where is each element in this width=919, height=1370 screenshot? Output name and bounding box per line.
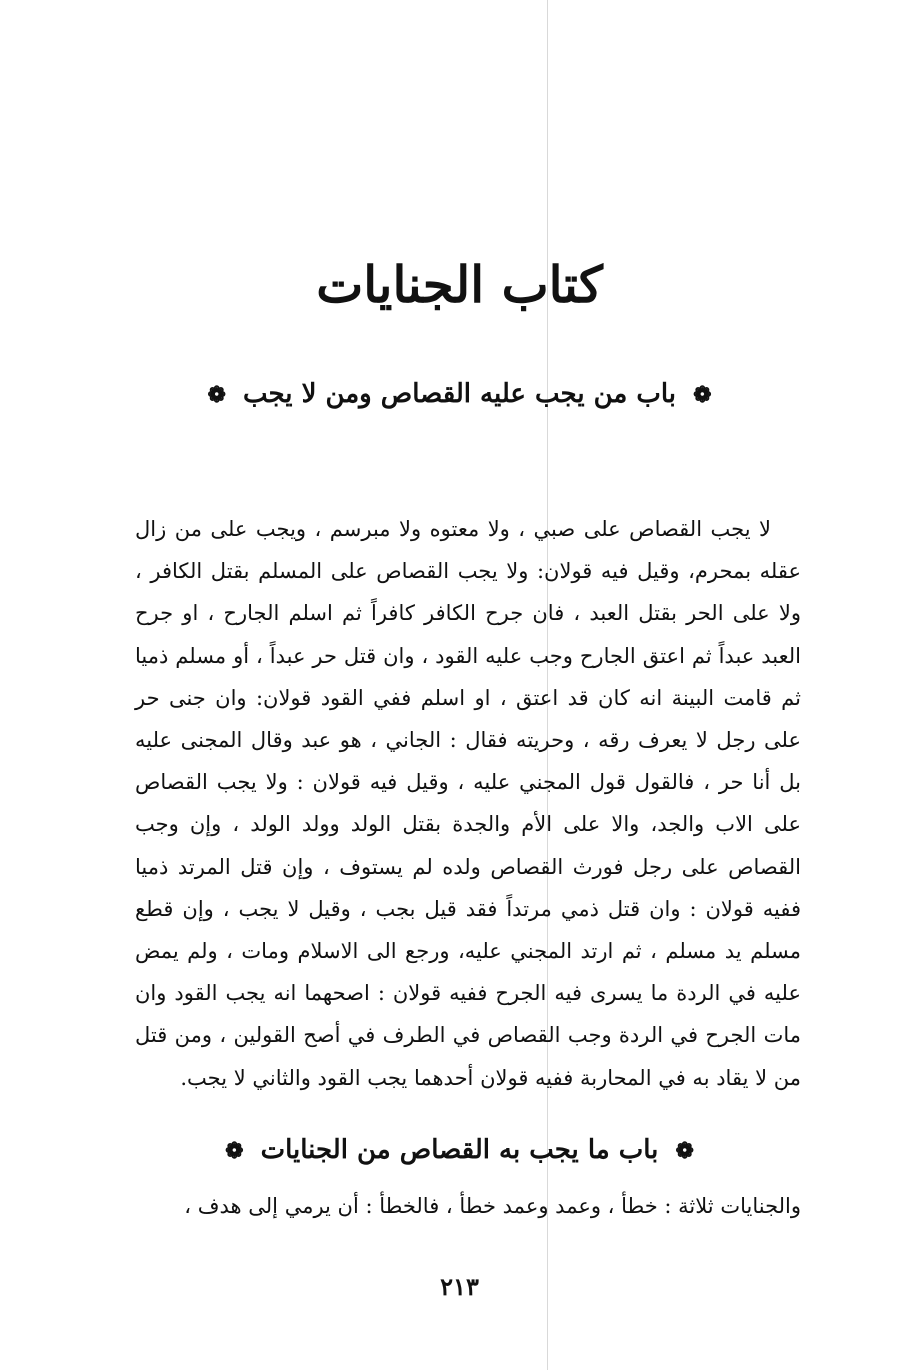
ornament-open-icon: ❁ bbox=[675, 1138, 694, 1164]
ornament-close-icon: ❁ bbox=[225, 1138, 244, 1164]
section-heading-text: باب ما يجب به القصاص من الجنايات bbox=[260, 1135, 659, 1165]
body-paragraph-1 bbox=[135, 508, 801, 1099]
section-heading-who-retaliation bbox=[0, 379, 919, 409]
section-heading-what-causes-retaliation bbox=[0, 1135, 919, 1165]
ornament-open-icon: ❁ bbox=[693, 382, 712, 408]
page-number: ٢١٣ bbox=[440, 1272, 479, 1301]
section-heading-text: باب من يجب عليه القصاص ومن لا يجب bbox=[242, 379, 677, 409]
body-paragraph-2: والجنايات ثلاثة : خطأ ، وعمد وعمد خطأ ، فالخطأ : أن يرمي إلى هدف ، bbox=[184, 1194, 801, 1218]
book-title: كتاب الجنايات bbox=[316, 255, 603, 314]
paragraph-text: لا يجب القصاص على صبي ، ولا معتوه ولا مبرسم ، ويجب على من زال عقله بمحرم، وقيل فيه قولان: ولا يجب القصاص على المسلم بقتل الكافر ، ولا على الحر بقتل العبد ، فان جرح الكافر كافراً ثم اسلم الجارح ، او جرح العبد عبداً ثم اعتق الجارح وجب عليه القود ، وان قتل حر عبداً ، أو مسلم ذميا ثم قامت البينة انه كان قد اعتق ، او اسلم ففي القود قولان: وان جنى حر على رجل لا يعرف رقه ، وحريته فقال : الجاني ، هو عبد وقال المجنى عليه بل أنا حر ، فالقول قول المجني عليه ، وقيل فيه قولان : ولا يجب القصاص على الاب والجد، والا على الأم والجدة بقتل الولد وولد الولد ، وإن وجب القصاص على رجل فورث القصاص ولده لم يستوف ، وإن قتل المرتد ذميا ففيه قولان : وان قتل ذمي مرتداً فقد قيل بجب ، وقيل لا يجب ، وإن قطع مسلم يد مسلم ، ثم ارتد المجني عليه، ورجع الى الاسلام ومات ، ولم يمض عليه في الردة ما يسرى فيه الجرح ففيه قولان : اصحهما انه يجب القود وان مات الجرح في الردة وجب القصاص في الطرف في أصح القولين ، ومن قتل من لا يقاد به في المحاربة ففيه قولان أحدهما يجب القود والثاني لا يجب. bbox=[135, 517, 801, 1090]
ornament-close-icon: ❁ bbox=[207, 382, 226, 408]
